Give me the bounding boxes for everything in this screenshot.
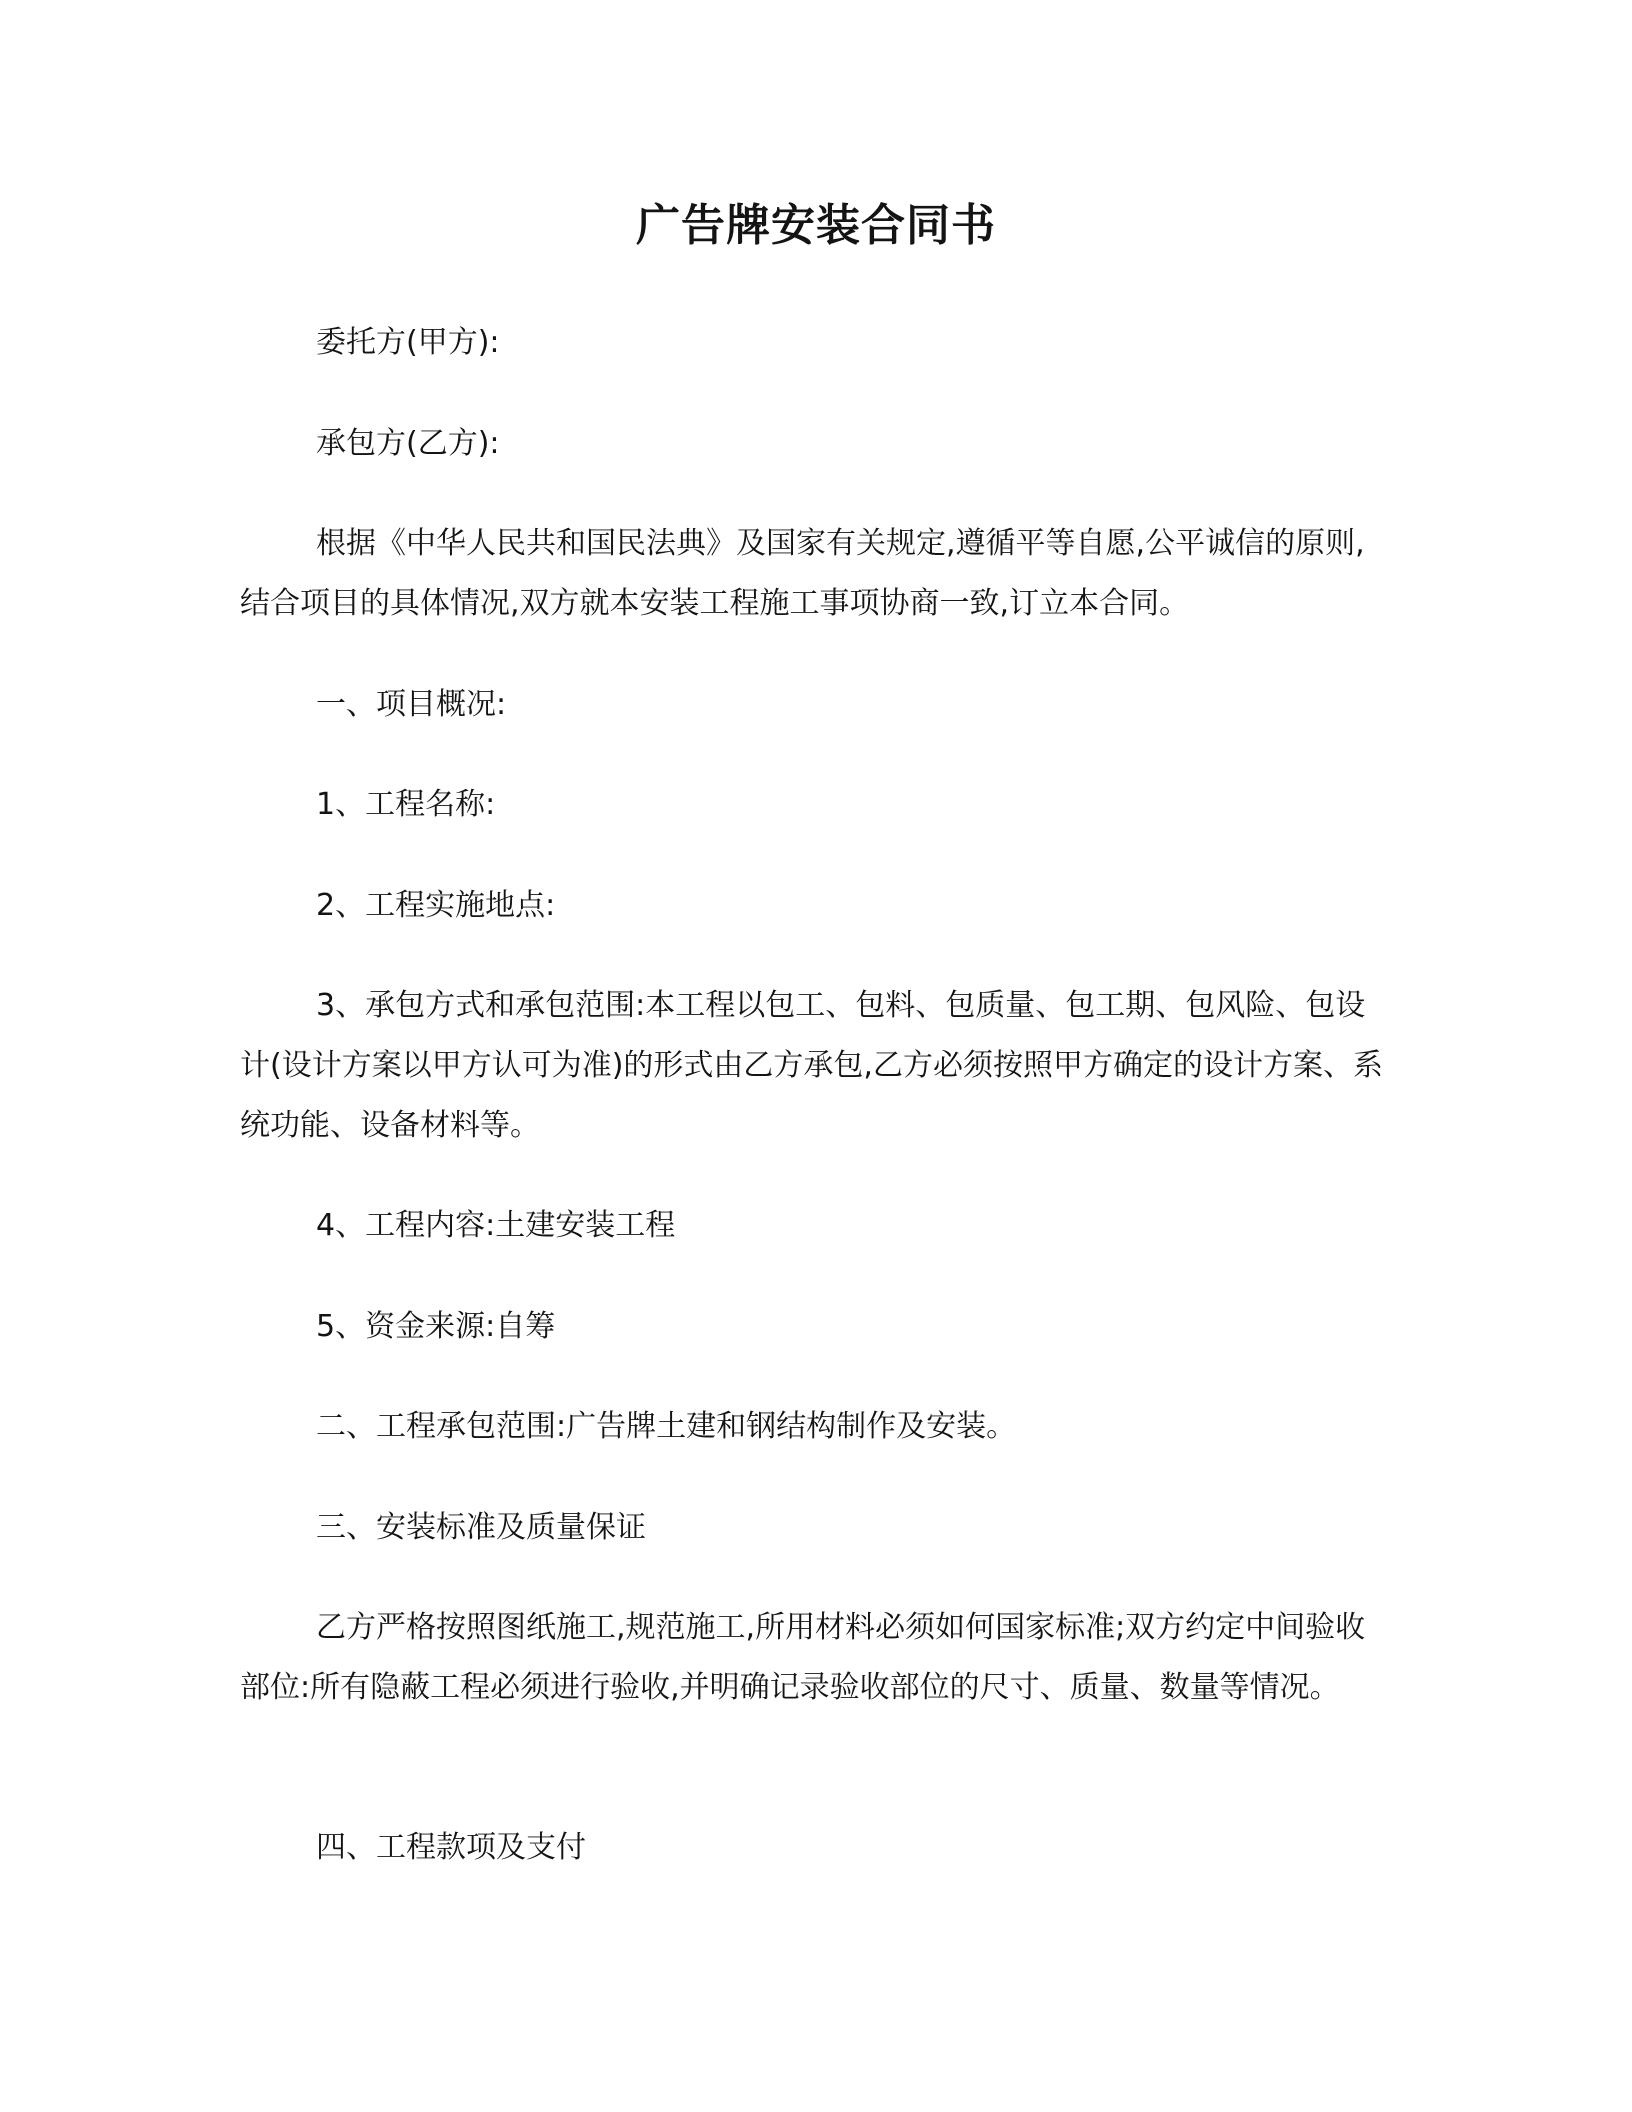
party-b-line: 承包方(乙方): bbox=[316, 426, 500, 461]
preamble-paragraph: 根据《中华人民共和国民法典》及国家有关规定,遵循平等自愿,公平诚信的原则,结合项目的具体情况,双方就本安装工程施工事项协商一致,订立本合同。 bbox=[240, 526, 1365, 621]
item-2-project-location: 2、工程实施地点: bbox=[316, 888, 556, 923]
section-2-heading: 二、工程承包范围:广告牌土建和钢结构制作及安装。 bbox=[316, 1409, 1017, 1444]
party-a-line: 委托方(甲方): bbox=[316, 325, 500, 360]
section-3-heading: 三、安装标准及质量保证 bbox=[316, 1510, 646, 1545]
item-5-funding-source: 5、资金来源:自筹 bbox=[316, 1309, 556, 1344]
document-title: 广告牌安装合同书 bbox=[636, 200, 996, 251]
quality-paragraph: 乙方严格按照图纸施工,规范施工,所用材料必须如何国家标准;双方约定中间验收部位:所有隐蔽工程必须进行验收,并明确记录验收部位的尺寸、质量、数量等情况。 bbox=[240, 1610, 1366, 1705]
item-1-project-name: 1、工程名称: bbox=[316, 787, 496, 822]
section-4-heading: 四、工程款项及支付 bbox=[316, 1830, 586, 1865]
item-4-project-content: 4、工程内容:土建安装工程 bbox=[316, 1208, 676, 1243]
item-3-contract-scope: 3、承包方式和承包范围:本工程以包工、包料、包质量、包工期、包风险、包设计(设计方案以甲方认可为准)的形式由乙方承包,乙方必须按照甲方确定的设计方案、系统功能、设备材料等。 bbox=[240, 988, 1383, 1143]
section-1-heading: 一、项目概况: bbox=[316, 687, 507, 722]
